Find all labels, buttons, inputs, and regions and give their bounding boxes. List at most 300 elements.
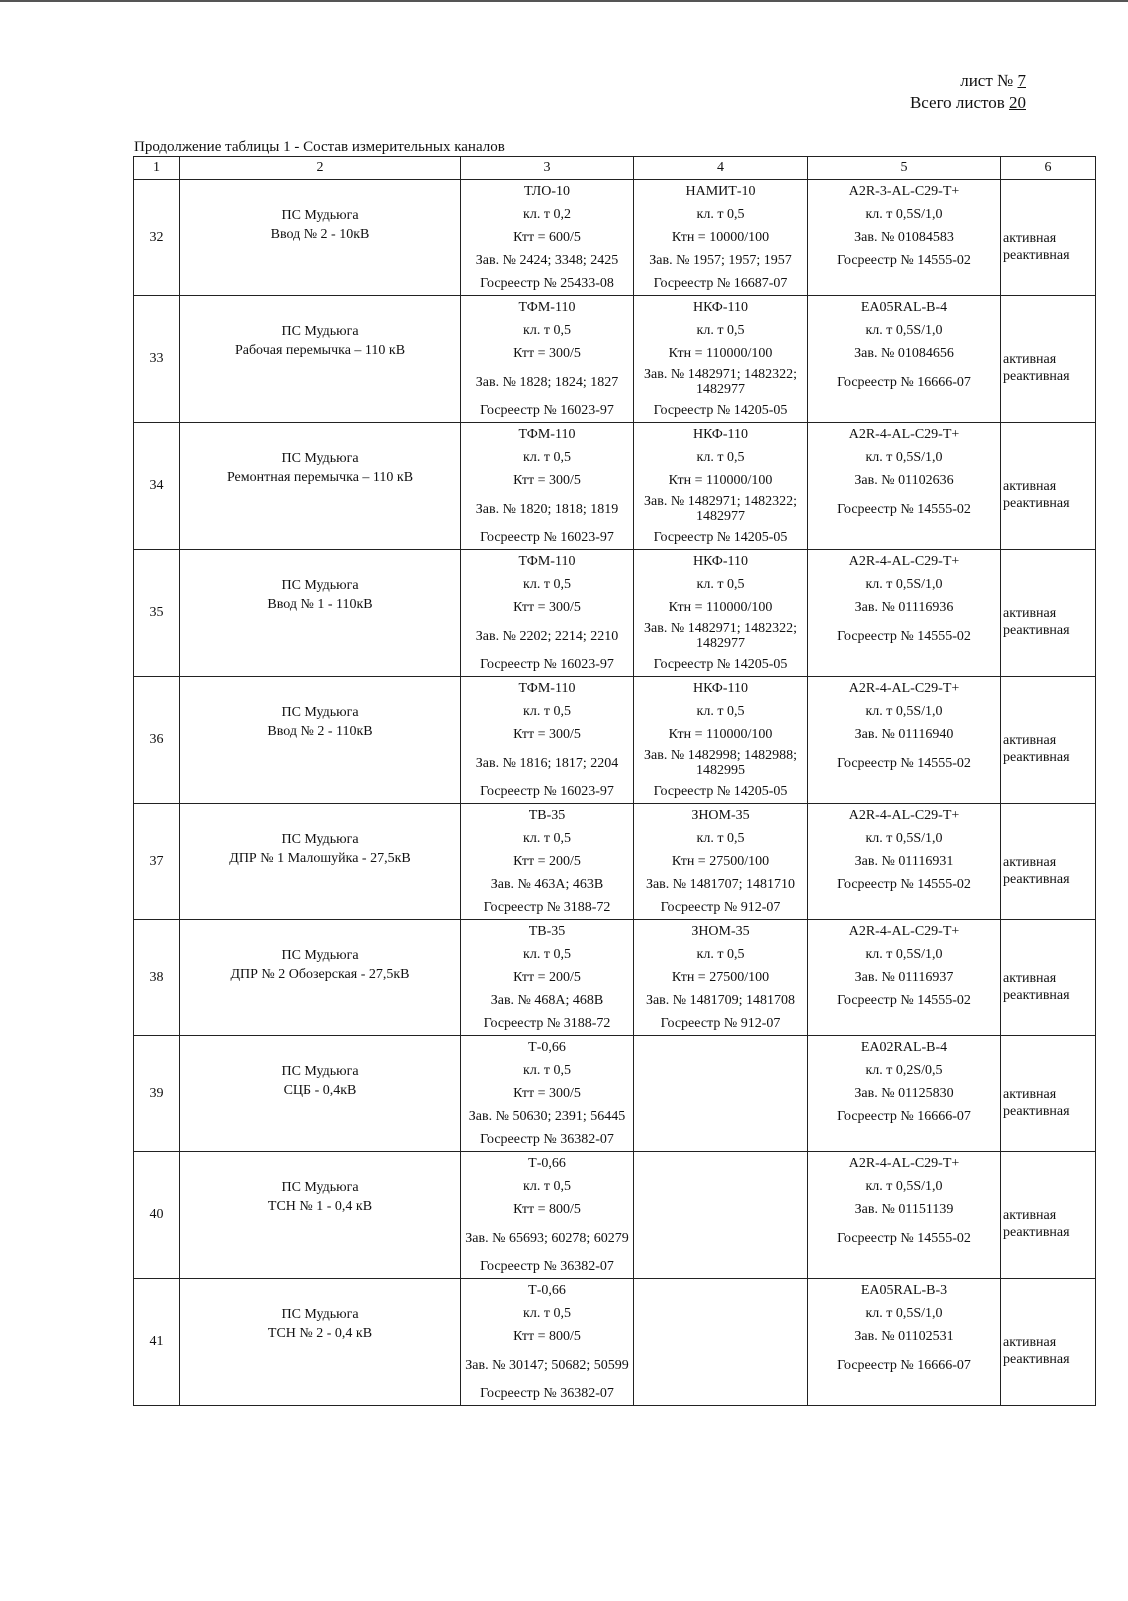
sheet-number: 7 (1017, 71, 1026, 90)
current-transformer-cell (461, 180, 634, 296)
meter-line: Госреестр № 16666-07 (837, 1357, 971, 1373)
voltage-transformer-line: кл. т 0,5 (696, 947, 745, 962)
meter-line: Зав. № 01125830 (854, 1086, 954, 1101)
meter-line: кл. т 0,5S/1,0 (865, 704, 943, 719)
voltage-transformer-cell (634, 1152, 808, 1279)
voltage-transformer (634, 804, 807, 919)
energy-kind-cell (1001, 1279, 1096, 1406)
voltage-transformer-line: Ктн = 110000/100 (668, 727, 773, 742)
sheet-number-line (910, 70, 1026, 92)
current-transformer-line: Госреестр № 16023-97 (480, 657, 614, 672)
meter-line: A2R-4-AL-C29-T+ (848, 808, 960, 823)
object-connection: Ввод № 2 - 110кВ (267, 724, 373, 739)
header-cell: 3 (461, 157, 634, 180)
meter-line: Госреестр № 14555-02 (837, 1230, 971, 1246)
voltage-transformer-line: Ктн = 110000/100 (668, 600, 773, 615)
current-transformer-line: Зав. № 463А; 463В (490, 877, 604, 892)
meter-line: кл. т 0,5S/1,0 (865, 450, 943, 465)
energy-kind-reactive: реактивная (1003, 496, 1070, 511)
object-substation: ПС Мудьюга (281, 832, 359, 847)
voltage-transformer-cell (634, 550, 808, 677)
meter-line: Зав. № 01116936 (854, 600, 954, 615)
energy-kind-reactive: реактивная (1003, 871, 1070, 887)
meter-line (808, 1012, 1000, 1035)
meter-line: Зав. № 01151139 (854, 1202, 954, 1217)
meter-line (808, 653, 1000, 676)
voltage-transformer-line: НКФ-110 (692, 300, 749, 315)
meter (808, 677, 1000, 803)
current-transformer-line: ТВ-35 (528, 924, 566, 939)
voltage-transformer-line: Госреестр № 14205-05 (653, 784, 788, 799)
row-number: 37 (134, 804, 180, 920)
current-transformer-line: Ктт = 800/5 (513, 1202, 581, 1217)
energy-kind-active: активная (1003, 970, 1057, 986)
current-transformer-cell (461, 804, 634, 920)
object-substation: ПС Мудьюга (281, 1180, 359, 1195)
object-connection: Ввод № 1 - 110кВ (267, 597, 373, 612)
voltage-transformer-line (634, 1348, 807, 1382)
energy-kind-reactive: реактивная (1003, 1103, 1070, 1119)
voltage-transformer-line: Ктн = 110000/100 (668, 473, 773, 488)
current-transformer-line: Ктт = 300/5 (513, 727, 581, 742)
meter-line (808, 1128, 1000, 1151)
meter-line (808, 780, 1000, 803)
current-transformer-line: Госреестр № 36382-07 (480, 1259, 614, 1274)
voltage-transformer-line (634, 1255, 807, 1278)
current-transformer-line: ТФМ-110 (518, 427, 576, 442)
object-cell (180, 677, 461, 804)
meter-cell (808, 920, 1001, 1036)
meter-line: Зав. № 01116940 (854, 727, 954, 742)
current-transformer-line: Зав. № 1816; 1817; 2204 (475, 755, 619, 771)
voltage-transformer (634, 423, 807, 549)
voltage-transformer-line (634, 1325, 807, 1348)
voltage-transformer-line: НКФ-110 (692, 427, 749, 442)
row-number: 41 (134, 1279, 180, 1406)
meter-line: EA02RAL-B-4 (860, 1040, 948, 1055)
current-transformer-line: Т-0,66 (528, 1283, 566, 1298)
voltage-transformer (634, 1152, 807, 1278)
energy-kind-reactive: реактивная (1003, 1352, 1070, 1367)
voltage-transformer (634, 550, 807, 676)
energy-kind-cell (1001, 180, 1096, 296)
meter (808, 180, 1000, 295)
row-number: 40 (134, 1152, 180, 1279)
voltage-transformer-line: Зав. № 1957; 1957; 1957 (649, 253, 792, 268)
voltage-transformer-line (634, 1105, 807, 1128)
current-transformer-line: Зав. № 65693; 60278; 60279 (465, 1230, 629, 1246)
object-connection: ТСН № 1 - 0,4 кВ (267, 1199, 373, 1214)
energy-kind-active: активная (1003, 352, 1057, 367)
energy-kind-cell (1001, 423, 1096, 550)
object-connection: ДПР № 1 Малошуйка - 27,5кВ (229, 851, 411, 866)
table-caption: Продолжение таблицы 1 - Состав измерительных каналов (134, 139, 505, 155)
current-transformer-line: кл. т 0,5 (523, 577, 571, 592)
row-number: 35 (134, 550, 180, 677)
current-transformer-line: Ктт = 800/5 (513, 1329, 581, 1344)
current-transformer-line: Госреестр № 3188-72 (483, 900, 611, 915)
current-transformer-line: Ктт = 300/5 (513, 346, 581, 361)
current-transformer-line: Т-0,66 (528, 1156, 566, 1171)
voltage-transformer-cell (634, 180, 808, 296)
voltage-transformer-cell (634, 1279, 808, 1406)
meter-line: кл. т 0,5S/1,0 (865, 323, 943, 338)
voltage-transformer-cell (634, 296, 808, 423)
energy-kind-cell (1001, 920, 1096, 1036)
voltage-transformer-line: Зав. № 1482971; 1482322; 1482977 (644, 494, 797, 524)
object-cell (180, 296, 461, 423)
energy-kind-cell (1001, 1036, 1096, 1152)
meter-line (808, 1255, 1000, 1278)
current-transformer-line: кл. т 0,5 (523, 1063, 571, 1078)
voltage-transformer-line (634, 1221, 807, 1255)
current-transformer-line: кл. т 0,5 (523, 1179, 571, 1194)
object-substation: ПС Мудьюга (281, 578, 359, 593)
table-row (134, 296, 1096, 423)
voltage-transformer-line: Ктн = 110000/100 (668, 346, 773, 361)
current-transformer-line: кл. т 0,5 (523, 831, 571, 846)
meter (808, 550, 1000, 676)
current-transformer (461, 1152, 633, 1278)
current-transformer-line: Госреестр № 16023-97 (480, 784, 614, 799)
voltage-transformer-line (634, 1082, 807, 1105)
sheet-label: лист № (960, 71, 1014, 90)
header-cell: 5 (808, 157, 1001, 180)
meter-line: Госреестр № 14555-02 (837, 501, 971, 517)
object-cell (180, 1152, 461, 1279)
meter-line: Зав. № 01116937 (854, 970, 954, 985)
meter-line: кл. т 0,5S/1,0 (865, 1179, 943, 1194)
voltage-transformer-line: кл. т 0,5 (696, 323, 745, 338)
meter-line (808, 272, 1000, 295)
meter-cell (808, 550, 1001, 677)
current-transformer-line: Ктт = 300/5 (513, 600, 581, 615)
current-transformer-line: кл. т 0,5 (523, 947, 571, 962)
energy-kind-reactive: реактивная (1003, 750, 1070, 765)
energy-kind-reactive: реактивная (1003, 369, 1070, 384)
current-transformer-line: Госреестр № 3188-72 (483, 1016, 611, 1031)
current-transformer-cell (461, 1036, 634, 1152)
meter-line: кл. т 0,5S/1,0 (865, 947, 943, 962)
meter-line: Госреестр № 16666-07 (837, 1109, 971, 1124)
sheet-total: 20 (1009, 93, 1026, 112)
current-transformer-line: Зав. № 1828; 1824; 1827 (475, 374, 619, 390)
current-transformer-cell (461, 550, 634, 677)
energy-kind-reactive: реактивная (1003, 1225, 1070, 1240)
current-transformer-line: Зав. № 50630; 2391; 56445 (468, 1109, 626, 1124)
voltage-transformer (634, 920, 807, 1035)
meter-cell (808, 1152, 1001, 1279)
object-connection: Ввод № 2 - 10кВ (270, 227, 370, 242)
table-row (134, 1152, 1096, 1279)
table-row (134, 1279, 1096, 1406)
object-substation: ПС Мудьюга (281, 1064, 359, 1079)
sheet-total-label: Всего листов (909, 93, 1005, 112)
current-transformer-line: Ктт = 200/5 (513, 970, 581, 985)
current-transformer-cell (461, 1279, 634, 1406)
meter-cell (808, 423, 1001, 550)
object-cell (180, 423, 461, 550)
voltage-transformer-line: НАМИТ-10 (685, 184, 756, 199)
current-transformer-line: Госреестр № 25433-08 (480, 276, 614, 291)
meter-line: Зав. № 01084583 (854, 230, 954, 245)
meter-cell (808, 180, 1001, 296)
current-transformer-cell (461, 423, 634, 550)
current-transformer-cell (461, 296, 634, 423)
row-number: 38 (134, 920, 180, 1036)
voltage-transformer-line: кл. т 0,5 (696, 207, 745, 222)
row-number: 32 (134, 180, 180, 296)
measurement-channels-table (133, 156, 1096, 1406)
current-transformer-line: Зав. № 2202; 2214; 2210 (475, 628, 619, 644)
meter-line: Госреестр № 14555-02 (837, 253, 971, 268)
meter-line: A2R-4-AL-C29-T+ (848, 554, 960, 569)
meter-line: кл. т 0,5S/1,0 (865, 831, 943, 846)
meter-line (808, 1382, 1000, 1405)
voltage-transformer-line (634, 1128, 807, 1151)
voltage-transformer-line: Госреестр № 14205-05 (653, 530, 788, 545)
voltage-transformer-line: Зав. № 1481709; 1481708 (645, 993, 796, 1008)
voltage-transformer-line: Госреестр № 912-07 (660, 900, 781, 915)
current-transformer (461, 550, 633, 676)
energy-kind-cell (1001, 296, 1096, 423)
voltage-transformer (634, 1036, 807, 1151)
current-transformer-cell (461, 1152, 634, 1279)
meter-cell (808, 1036, 1001, 1152)
meter (808, 423, 1000, 549)
current-transformer-line: кл. т 0,5 (523, 323, 571, 338)
current-transformer-line: кл. т 0,5 (523, 704, 571, 719)
energy-kind-reactive: реактивная (1003, 623, 1070, 638)
row-number: 34 (134, 423, 180, 550)
object-connection: ТСН № 2 - 0,4 кВ (267, 1326, 373, 1341)
energy-kind-active: активная (1003, 733, 1057, 748)
meter-line: A2R-4-AL-C29-T+ (848, 681, 960, 696)
energy-kind-reactive: реактивная (1003, 987, 1070, 1003)
meter-line: кл. т 0,2S/0,5 (865, 1063, 943, 1078)
current-transformer-line: ТВ-35 (528, 808, 566, 823)
voltage-transformer-line: Госреестр № 912-07 (660, 1016, 781, 1031)
header-cell: 6 (1001, 157, 1096, 180)
meter-line: A2R-4-AL-C29-T+ (848, 924, 960, 939)
current-transformer-line: Зав. № 1820; 1818; 1819 (475, 501, 619, 517)
meter-line: кл. т 0,5S/1,0 (865, 207, 943, 222)
meter-line: Зав. № 01084656 (854, 346, 954, 361)
meter-line: Госреестр № 14555-02 (837, 755, 971, 771)
header-cell: 2 (180, 157, 461, 180)
meter (808, 296, 1000, 422)
current-transformer-line: Госреестр № 36382-07 (480, 1132, 614, 1147)
meter-line: кл. т 0,5S/1,0 (865, 1306, 943, 1321)
voltage-transformer-line (634, 1036, 807, 1059)
current-transformer-line: Госреестр № 16023-97 (480, 403, 614, 418)
voltage-transformer-cell (634, 804, 808, 920)
energy-kind-cell (1001, 550, 1096, 677)
meter-line: A2R-4-AL-C29-T+ (848, 427, 960, 442)
energy-kind-active: активная (1003, 854, 1057, 870)
voltage-transformer-line: кл. т 0,5 (696, 831, 745, 846)
voltage-transformer (634, 1279, 807, 1405)
sheet-info (910, 70, 1026, 114)
voltage-transformer-line: Зав. № 1482971; 1482322; 1482977 (644, 367, 797, 397)
scan-edge (0, 0, 1128, 2)
table-row (134, 920, 1096, 1036)
voltage-transformer-line: Зав. № 1481707; 1481710 (645, 877, 796, 892)
voltage-transformer-line: Ктн = 27500/100 (671, 854, 770, 869)
meter-line (808, 896, 1000, 919)
object-cell (180, 180, 461, 296)
current-transformer (461, 1279, 633, 1405)
meter-line: кл. т 0,5S/1,0 (865, 577, 943, 592)
meter-line: Госреестр № 14555-02 (837, 628, 971, 644)
voltage-transformer-line: Ктн = 10000/100 (671, 230, 770, 245)
voltage-transformer-line: НКФ-110 (692, 681, 749, 696)
energy-kind-active: активная (1003, 230, 1057, 246)
current-transformer-line: кл. т 0,2 (523, 207, 571, 222)
voltage-transformer-line: кл. т 0,5 (696, 704, 745, 719)
current-transformer-line: Ктт = 600/5 (513, 230, 581, 245)
object-substation: ПС Мудьюга (281, 705, 359, 720)
object-cell (180, 920, 461, 1036)
energy-kind-active: активная (1003, 1335, 1057, 1350)
table-row (134, 677, 1096, 804)
voltage-transformer-line: ЗНОМ-35 (691, 924, 750, 939)
meter-line: A2R-4-AL-C29-T+ (848, 1156, 960, 1171)
energy-kind-active: активная (1003, 479, 1057, 494)
voltage-transformer-line: Зав. № 1482971; 1482322; 1482977 (644, 621, 797, 651)
meter-line: A2R-3-AL-C29-T+ (848, 184, 960, 199)
voltage-transformer-cell (634, 1036, 808, 1152)
meter (808, 1036, 1000, 1151)
voltage-transformer-line (634, 1302, 807, 1325)
row-number: 39 (134, 1036, 180, 1152)
energy-kind-reactive: реактивная (1003, 247, 1070, 263)
voltage-transformer (634, 180, 807, 295)
current-transformer (461, 296, 633, 422)
energy-kind-cell (1001, 804, 1096, 920)
row-number: 36 (134, 677, 180, 804)
meter-line (808, 399, 1000, 422)
object-connection: Рабочая перемычка – 110 кВ (234, 343, 406, 358)
energy-kind-cell (1001, 677, 1096, 804)
meter (808, 804, 1000, 919)
meter-cell (808, 296, 1001, 423)
object-cell (180, 804, 461, 920)
current-transformer-line: Госреестр № 16023-97 (480, 530, 614, 545)
table-row (134, 180, 1096, 296)
voltage-transformer-line (634, 1198, 807, 1221)
voltage-transformer-line (634, 1152, 807, 1175)
voltage-transformer-line: НКФ-110 (692, 554, 749, 569)
meter-line: Госреестр № 14555-02 (837, 993, 971, 1008)
voltage-transformer-line (634, 1279, 807, 1302)
voltage-transformer-line: Госреестр № 14205-05 (653, 403, 788, 418)
object-cell (180, 1279, 461, 1406)
voltage-transformer-line: Госреестр № 14205-05 (653, 657, 788, 672)
current-transformer-line: Т-0,66 (528, 1040, 566, 1055)
voltage-transformer-line (634, 1382, 807, 1405)
energy-kind-active: активная (1003, 1208, 1057, 1223)
voltage-transformer (634, 677, 807, 803)
voltage-transformer-line: Зав. № 1482998; 1482988; 1482995 (644, 748, 797, 778)
object-cell (180, 1036, 461, 1152)
object-substation: ПС Мудьюга (281, 208, 359, 223)
row-number: 33 (134, 296, 180, 423)
object-substation: ПС Мудьюга (281, 1307, 359, 1322)
energy-kind-active: активная (1003, 1086, 1057, 1102)
current-transformer-line: Зав. № 2424; 3348; 2425 (475, 253, 619, 268)
voltage-transformer-cell (634, 677, 808, 804)
current-transformer-line: Ктт = 200/5 (513, 854, 581, 869)
object-connection: ДПР № 2 Обозерская - 27,5кВ (230, 967, 410, 982)
meter-line (808, 526, 1000, 549)
voltage-transformer-line: Ктн = 27500/100 (671, 970, 770, 985)
current-transformer (461, 677, 633, 803)
header-cell: 1 (134, 157, 180, 180)
table-row (134, 804, 1096, 920)
meter-line: Госреестр № 16666-07 (837, 374, 971, 390)
current-transformer-cell (461, 677, 634, 804)
voltage-transformer (634, 296, 807, 422)
current-transformer (461, 920, 633, 1035)
meter-line: Зав. № 01102531 (854, 1329, 954, 1344)
voltage-transformer-line: Госреестр № 16687-07 (653, 276, 788, 291)
meter (808, 1152, 1000, 1278)
current-transformer-line: Зав. № 468А; 468В (490, 993, 604, 1008)
table-row (134, 550, 1096, 677)
current-transformer-line: Зав. № 30147; 50682; 50599 (465, 1357, 629, 1373)
energy-kind-cell (1001, 1152, 1096, 1279)
table-row (134, 1036, 1096, 1152)
current-transformer-line: ТФМ-110 (518, 554, 576, 569)
table-row (134, 423, 1096, 550)
meter-cell (808, 1279, 1001, 1406)
current-transformer-line: ТЛО-10 (523, 184, 571, 199)
voltage-transformer-line: кл. т 0,5 (696, 450, 745, 465)
current-transformer-line: Ктт = 300/5 (513, 1086, 581, 1101)
voltage-transformer-line (634, 1175, 807, 1198)
current-transformer-line: кл. т 0,5 (523, 450, 571, 465)
current-transformer (461, 423, 633, 549)
object-substation: ПС Мудьюга (281, 451, 359, 466)
voltage-transformer-line: ЗНОМ-35 (691, 808, 750, 823)
current-transformer-line: кл. т 0,5 (523, 1306, 571, 1321)
object-substation: ПС Мудьюга (281, 324, 359, 339)
sheet-total-line (910, 92, 1026, 114)
meter-cell (808, 677, 1001, 804)
current-transformer-line: Ктт = 300/5 (513, 473, 581, 488)
meter-cell (808, 804, 1001, 920)
object-connection: Ремонтная перемычка – 110 кВ (226, 470, 414, 485)
current-transformer-cell (461, 920, 634, 1036)
header-cell: 4 (634, 157, 808, 180)
current-transformer (461, 180, 633, 295)
current-transformer (461, 1036, 633, 1151)
current-transformer-line: ТФМ-110 (518, 300, 576, 315)
current-transformer (461, 804, 633, 919)
meter (808, 1279, 1000, 1405)
current-transformer-line: ТФМ-110 (518, 681, 576, 696)
voltage-transformer-line: кл. т 0,5 (696, 577, 745, 592)
object-cell (180, 550, 461, 677)
meter (808, 920, 1000, 1035)
voltage-transformer-line (634, 1059, 807, 1082)
header-row (134, 157, 1096, 180)
meter-line: Зав. № 01102636 (854, 473, 954, 488)
object-connection: СЦБ - 0,4кВ (283, 1083, 357, 1098)
meter-line: Зав. № 01116931 (854, 854, 954, 869)
current-transformer-line: Госреестр № 36382-07 (480, 1386, 614, 1401)
